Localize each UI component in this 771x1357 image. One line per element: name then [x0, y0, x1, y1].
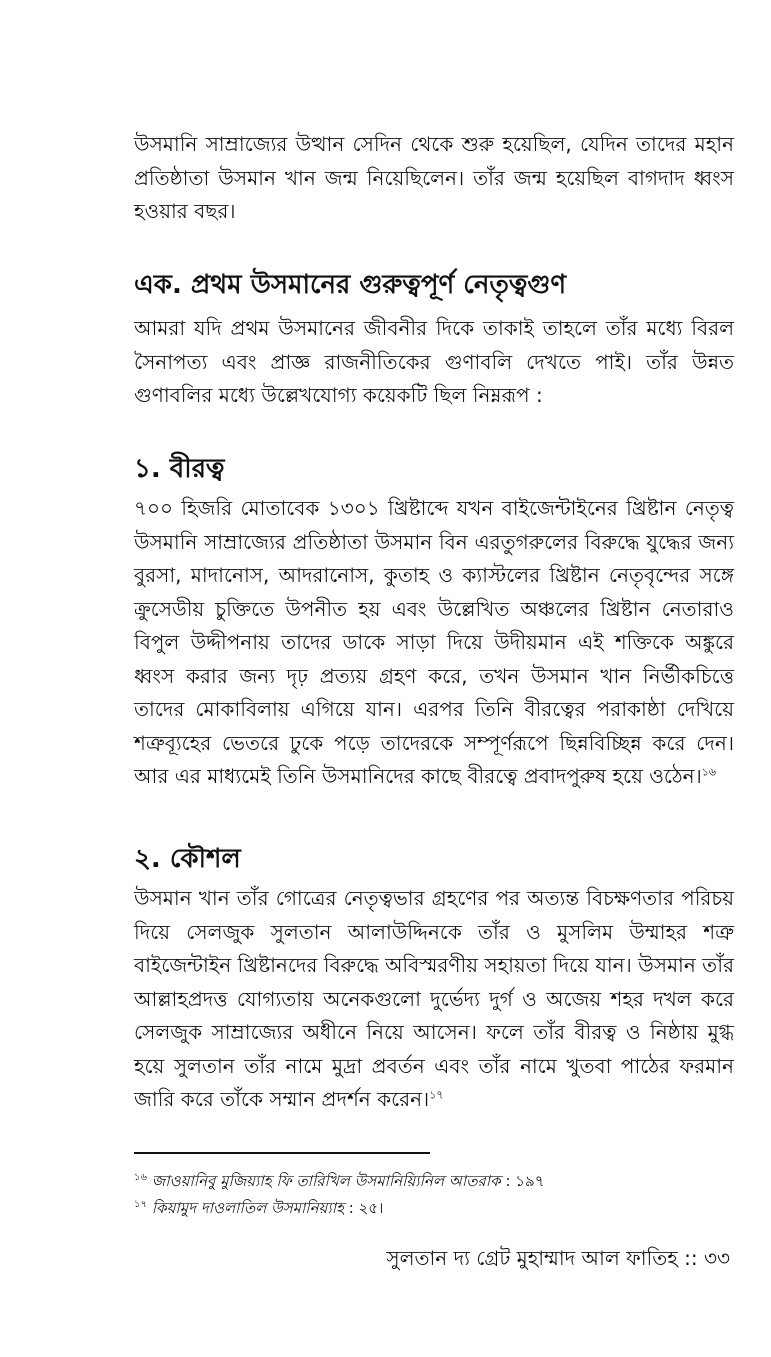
footnote-title: জাওয়ানিবু মুজিয়্যাহ ফি তারিখিল উসমানিয়্যিনিল আতরাক [151, 1172, 501, 1190]
section-main [134, 268, 734, 413]
section-1-heading: ১. বীরত্ব [134, 454, 225, 484]
section-1 [134, 452, 734, 794]
footnote-page: : ২৫। [348, 1199, 384, 1217]
section-1-text: ৭০০ হিজরি মোতাবেক ১৩০১ খ্রিষ্টাব্দে যখন বাইজেন্টাইনের খ্রিষ্টান নেতৃত্ব উসমানি সাম্রাজ্যের প্রতিষ্ঠাতা উসমান বিন এরতুগরুলের বিরুদ্ধে যুদ্ধের জন্য বুরসা, মাদানোস, আদরানোস, কুতাহ ও ক্যাস্টলের খ্রিষ্টান নেতৃবৃন্দের সঙ্গে ক্রুসেডীয় চুক্তিতে উপনীত হয় এবং উল্লেখিত অঞ্চলের খ্রিষ্টান নেতারাও বিপুল উদ্দীপনায় তাদের ডাকে সাড়া দিয়ে উদীয়মান এই শক্তিকে অঙ্কুরে ধ্বংস করার জন্য দৃঢ় প্রত্যয় গ্রহণ করে, তখন উসমান খান নির্ভীকচিত্তে তাদের মোকাবিলায় এগিয়ে যান। এরপর তিনি বীরত্বের পরাকাষ্ঠা দেখিয়ে শত্রুব্যূহের ভেতরে ঢুকে পড়ে তাদেরকে সম্পূর্ণরূপে ছিন্নবিচ্ছিন্ন করে দেন। আর এর মাধ্যমেই তিনি উসমানিদের কাছে বীরত্বে প্রবাদপুরুষ হয়ে ওঠেন। [134, 496, 734, 788]
section-main-heading: এক. প্রথম উসমানের গুরুত্বপূর্ণ নেতৃত্বগুণ [134, 270, 567, 300]
section-1-paragraph [134, 492, 734, 794]
section-2-text: উসমান খান তাঁর গোত্রের নেতৃত্বভার গ্রহণের পর অত্যন্ত বিচক্ষণতার পরিচয় দিয়ে সেলজুক সুলতান আলাউদ্দিনকে তাঁর ও মুসলিম উম্মাহর শত্রু বাইজেন্টাইন খ্রিষ্টানদের বিরুদ্ধে অবিস্মরণীয় সহায়তা দিয়ে যান। উসমান তাঁর আল্লাহপ্রদত্ত যোগ্যতায় অনেকগুলো দুর্ভেদ্য দুর্গ ও অজেয় শহর দখল করে সেলজুক সাম্রাজ্যের অধীনে নিয়ে আসেন। ফলে তাঁর বীরত্ব ও নিষ্ঠায় মুগ্ধ হয়ে সুলতান তাঁর নামে মুদ্রা প্রবর্তন এবং তাঁর নামে খুতবা পাঠের ফরমান জারি করে তাঁকে সম্মান প্রদর্শন করেন। [134, 886, 734, 1111]
footnote-17 [134, 1195, 734, 1218]
intro-block [134, 128, 734, 229]
page-footer: সুলতান দ্য গ্রেট মুহাম্মাদ আল ফাতিহ :: ৩৩ [386, 1246, 730, 1270]
footnote-ref-16: ১৬ [701, 765, 717, 779]
footnote-number: ১৭ [134, 1199, 147, 1210]
footnote-divider [134, 1152, 430, 1154]
footnote-16 [134, 1168, 734, 1191]
section-2-heading: ২. কৌশল [134, 844, 241, 874]
footnote-ref-17: ১৭ [429, 1088, 444, 1102]
footnote-number: ১৬ [134, 1172, 147, 1183]
footnote-page: : ১৯৭ [505, 1172, 545, 1190]
footnote-title: কিয়ামুদ দাওলাতিল উসমানিয়্যাহ [151, 1199, 344, 1217]
intro-paragraph: উসমানি সাম্রাজ্যের উত্থান সেদিন থেকে শুরু হয়েছিল, যেদিন তাদের মহান প্রতিষ্ঠাতা উসমান খান জন্ম নিয়েছিলেন। তাঁর জন্ম হয়েছিল বাগদাদ ধ্বংস হওয়ার বছর। [134, 132, 734, 223]
section-2 [134, 842, 734, 1117]
section-2-paragraph [134, 882, 734, 1117]
section-main-paragraph: আমরা যদি প্রথম উসমানের জীবনীর দিকে তাকাই তাহলে তাঁর মধ্যে বিরল সৈনাপত্য এবং প্রাজ্ঞ রাজনীতিকের গুণাবলি দেখতে পাই। তাঁর উন্নত গুণাবলির মধ্যে উল্লেখযোগ্য কয়েকটি ছিল নিম্নরূপ : [134, 316, 734, 407]
